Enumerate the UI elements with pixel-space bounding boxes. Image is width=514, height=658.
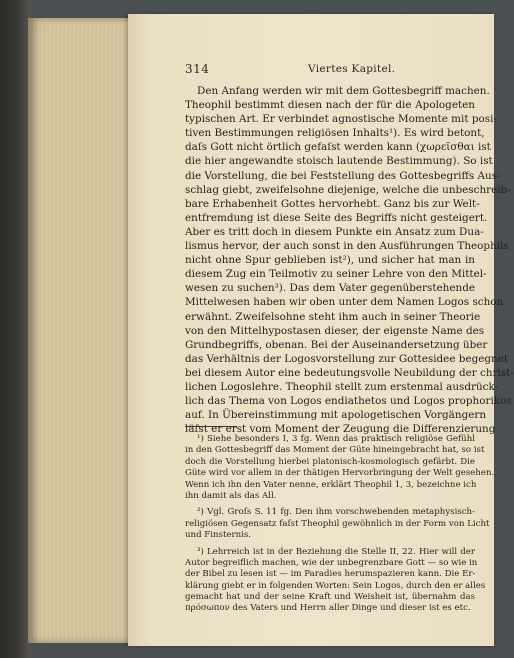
body-text — [185, 84, 514, 436]
body-line: die hier angewandte stoisch lautende Bestimmung). So ist — [185, 155, 493, 168]
body-line: wesen zu suchen³). Das dem Vater gegenüberstehende — [185, 282, 475, 295]
body-line: schlag giebt, zweifelsohne diejenige, welche die unbeschreib- — [185, 183, 511, 196]
footnote-rule — [185, 426, 237, 427]
body-line: Mittelwesen haben wir oben unter dem Namen Logos schon — [185, 296, 504, 309]
body-line: von den Mittelhypostasen dieser, der eigenste Name des — [185, 324, 485, 337]
body-line: lich das Thema von Logos endiathetos und Logos prophorikos — [185, 395, 512, 408]
footnote-line: in den Gottesbegriff das Moment der Güte hineingebracht hat, so ist — [185, 445, 485, 456]
body-line: nicht ohne Spur geblieben ist²), und sicher hat man in — [185, 254, 475, 267]
footnote-line: ³) Lehrreich ist in der Beziehung die Stelle II, 22. Hier will der — [197, 546, 475, 557]
body-line: bare Erhabenheit Gottes hervorhebt. Ganz bis zur Welt- — [185, 197, 480, 210]
body-line: auf. In Übereinstimmung mit apologetischen Vorgängern — [185, 409, 487, 422]
body-line: diesem Zug ein Teilmotiv zu seiner Lehre von den Mittel- — [185, 268, 487, 281]
body-line: läſst er erst vom Moment der Zeugung die Differenzierung — [185, 423, 496, 436]
footnote-line: ²) Vgl. Groſs S. 11 fg. Den ihm vorschwebenden metaphysisch- — [197, 507, 475, 518]
footnote-line: gemacht hat und der seine Kraft und Weisheit ist, übernahm das — [185, 592, 475, 603]
footnote-3 — [185, 546, 486, 615]
body-line: die Vorstellung, die bei Feststellung des Gottesbegriffs Aus- — [185, 169, 501, 182]
footnote-line: ihn damit als das All. — [185, 490, 277, 501]
body-line: lismus hervor, der auch sonst in den Ausführungen Theophils — [185, 240, 509, 253]
footnote-line: ¹) Siehe besonders I, 3 fg. Wenn das praktisch religiöse Gefühl — [197, 434, 475, 444]
footnote-line: religiösen Gegensatz faſst Theophil gewöhnlich in der Form von Licht — [185, 518, 490, 529]
footnote-line: πρόσωπον des Vaters und Herrn aller Dinge und dieser ist es etc. — [185, 603, 471, 614]
footnote-line: Autor begreiflich machen, wie der unbegrenzbare Gott — so wie in — [185, 557, 478, 568]
body-line: daſs Gott nicht örtlich gefaſst werden kann (χωρεῖσθαι ist — [185, 141, 491, 154]
body-line: das Verhältnis der Logosvorstellung zur Gottesidee begegnet — [185, 352, 509, 365]
body-line: bei diesem Autor eine bedeutungsvolle Neubildung der christ- — [185, 366, 514, 379]
book-cover-edge — [0, 0, 30, 658]
book-page — [128, 14, 514, 646]
body-line: typischen Art. Er verbindet agnostische Momente mit posi- — [185, 113, 497, 126]
footnote-line: Güte wird vor allem in der thätigen Hervorbringung der Welt gesehen. — [185, 468, 495, 479]
footnote-line: klärung giebt er in folgenden Worten: Sein Logos, durch den er alles — [185, 580, 486, 591]
page-edges — [28, 18, 128, 643]
body-line: Theophil bestimmt diesen nach der für die Apologeten — [185, 99, 475, 112]
footnote-line: Wenn ich ihn den Vater nenne, erklärt Theophil 1, 3, bezeichne ich — [185, 479, 477, 490]
running-head: Viertes Kapitel. — [308, 63, 396, 75]
body-line: Den Anfang werden wir mit dem Gottesbegriff machen. — [197, 85, 490, 97]
body-line: entfremdung ist diese Seite des Begriffs nicht gesteigert. — [185, 211, 488, 224]
body-line: erwähnt. Zweifelsohne steht ihm auch in seiner Theorie — [185, 310, 481, 323]
footnote-2 — [185, 507, 490, 541]
body-line: lichen Logoslehre. Theophil stellt zum erstenmal ausdrück- — [185, 380, 499, 393]
footnotes — [185, 434, 495, 615]
footnote-1 — [185, 434, 495, 502]
page-number: 314 — [185, 62, 210, 76]
body-line: Aber es tritt doch in diesem Punkte ein Ansatz zum Dua- — [185, 225, 484, 238]
body-line: Grundbegriffs, obenan. Bei der Auseinandersetzung über — [185, 338, 488, 351]
footnote-line: doch die Vorstellung hierbei platonisch-kosmologisch gefärbt. Die — [185, 456, 475, 467]
body-line: tiven Bestimmungen religiösen Inhalts¹). Es wird betont, — [185, 127, 485, 140]
footnote-line: und Finsternis. — [185, 530, 252, 541]
footnote-line: der Bibel zu lesen ist — im Paradies herumspazieren kann. Die Er- — [185, 569, 476, 580]
